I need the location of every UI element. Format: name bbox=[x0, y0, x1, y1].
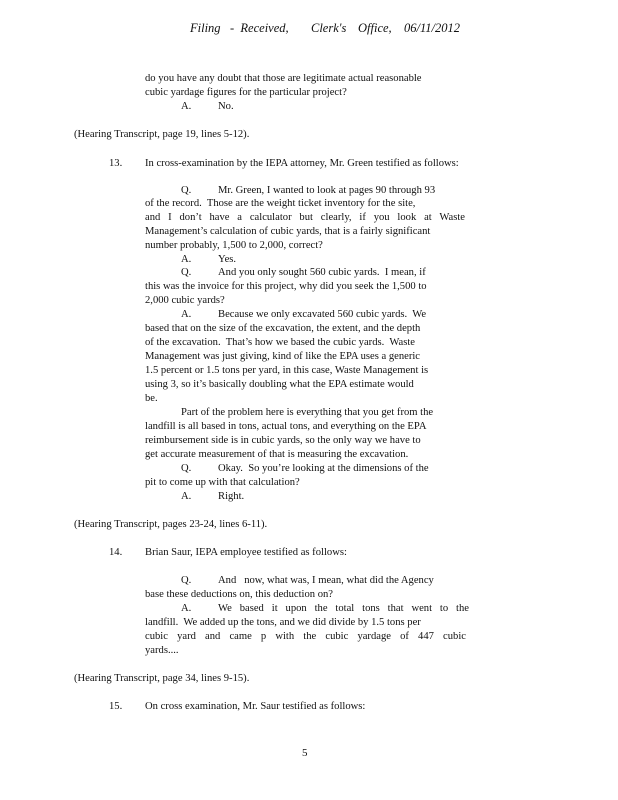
text-line: And you only sought 560 cubic yards. I mean, if bbox=[218, 267, 426, 278]
text-line: landfill is all based in tons, actual tons, and everything on the EPA bbox=[145, 421, 427, 432]
paragraph-number: 15. bbox=[109, 701, 123, 712]
text-line: Brian Saur, IEPA employee testified as follows: bbox=[145, 547, 347, 558]
text-line: Management’s calculation of cubic yards, that is a fairly significant bbox=[145, 226, 431, 237]
answer-marker: A. bbox=[181, 309, 192, 320]
question-marker: Q. bbox=[181, 185, 192, 196]
text-line: yards.... bbox=[145, 645, 179, 656]
citation: (Hearing Transcript, page 34, lines 9-15). bbox=[74, 673, 250, 684]
text-line: number probably, 1,500 to 2,000, correct? bbox=[145, 240, 323, 251]
text-line: Mr. Green, I wanted to look at pages 90 through 93 bbox=[218, 185, 436, 196]
text-line: of the record. Those are the weight ticket inventory for the site, bbox=[145, 198, 416, 209]
text-line: Right. bbox=[218, 491, 245, 502]
text-line: Because we only excavated 560 cubic yards. We bbox=[218, 309, 427, 320]
question-marker: Q. bbox=[181, 575, 192, 586]
text-line: Management was just giving, kind of like the EPA uses a generic bbox=[145, 351, 420, 362]
header-clerks: Clerk's bbox=[311, 21, 347, 35]
text-line: Part of the problem here is everything that you get from the bbox=[181, 407, 434, 418]
citation: (Hearing Transcript, pages 23-24, lines 6-11). bbox=[74, 519, 268, 530]
page-number: 5 bbox=[302, 747, 308, 759]
text-line: landfill. We added up the tons, and we did divide by 1.5 tons per bbox=[145, 617, 421, 628]
text-line: be. bbox=[145, 393, 158, 404]
text-line: We based it upon the total tons that went to the bbox=[218, 603, 469, 614]
citation: (Hearing Transcript, page 19, lines 5-12). bbox=[74, 129, 250, 140]
text-line: and I don’t have a calculator but clearly, if you look at Waste bbox=[145, 212, 465, 223]
text-line: 2,000 cubic yards? bbox=[145, 295, 225, 306]
text-line: get accurate measurement of that is measuring the excavation. bbox=[145, 449, 409, 460]
text-line: of the excavation. That’s how we based the cubic yards. Waste bbox=[145, 337, 415, 348]
text-line: No. bbox=[218, 101, 234, 112]
header-received: - Received, bbox=[230, 21, 289, 35]
text-line: cubic yard and came p with the cubic yardage of 447 cubic bbox=[145, 631, 466, 642]
question-marker: Q. bbox=[181, 267, 192, 278]
paragraph-number: 13. bbox=[109, 158, 123, 169]
text-line: using 3, so it’s basically doubling what the EPA estimate would bbox=[145, 379, 414, 390]
header-office: Office, bbox=[358, 21, 392, 35]
header-date: 06/11/2012 bbox=[404, 21, 461, 35]
text-line: On cross examination, Mr. Saur testified as follows: bbox=[145, 701, 366, 712]
paragraph-number: 14. bbox=[109, 547, 123, 558]
text-line: In cross-examination by the IEPA attorney, Mr. Green testified as follows: bbox=[145, 158, 459, 169]
answer-marker: A. bbox=[181, 603, 192, 614]
text-line: cubic yardage figures for the particular project? bbox=[145, 87, 347, 98]
question-marker: Q. bbox=[181, 463, 192, 474]
text-line: pit to come up with that calculation? bbox=[145, 477, 300, 488]
text-line: base these deductions on, this deduction on? bbox=[145, 589, 333, 600]
text-line: And now, what was, I mean, what did the Agency bbox=[218, 575, 434, 586]
text-line: reimbursement side is in cubic yards, so the only way we have to bbox=[145, 435, 421, 446]
text-line: Okay. So you’re looking at the dimensions of the bbox=[218, 463, 429, 474]
text-line: based that on the size of the excavation, the extent, and the depth bbox=[145, 323, 421, 334]
text-line: 1.5 percent or 1.5 tons per yard, in this case, Waste Management is bbox=[145, 365, 429, 376]
text-line: do you have any doubt that those are legitimate actual reasonable bbox=[145, 73, 422, 84]
text-line: this was the invoice for this project, why did you seek the 1,500 to bbox=[145, 281, 427, 292]
text-line: Yes. bbox=[218, 254, 237, 265]
answer-marker: A. bbox=[181, 254, 192, 265]
answer-marker: A. bbox=[181, 491, 192, 502]
header-filing: Filing bbox=[190, 21, 221, 35]
answer-marker: A. bbox=[181, 101, 192, 112]
